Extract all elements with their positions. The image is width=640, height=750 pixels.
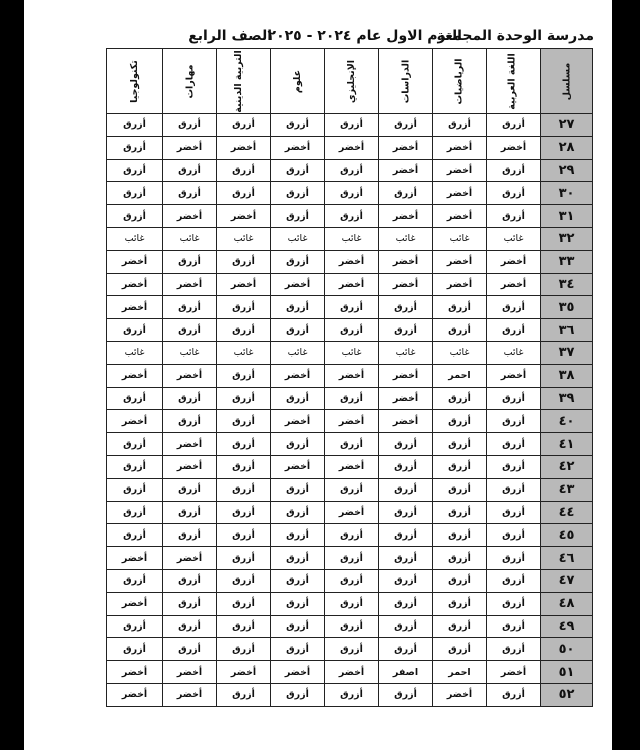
grade-cell: أزرق bbox=[217, 319, 271, 342]
column-header-label: الدراسات bbox=[400, 59, 411, 103]
grade-cell: أزرق bbox=[163, 524, 217, 547]
grade-cell: أزرق bbox=[433, 319, 487, 342]
grade-cell: أزرق bbox=[271, 433, 325, 456]
grade-cell: أزرق bbox=[325, 592, 379, 615]
grade-cell: أزرق bbox=[217, 592, 271, 615]
grade-cell: غائب bbox=[487, 341, 541, 364]
grade-cell: أزرق bbox=[433, 569, 487, 592]
grade-cell: أخضر bbox=[379, 410, 433, 433]
grade-cell: أزرق bbox=[163, 319, 217, 342]
grade-cell: أزرق bbox=[325, 524, 379, 547]
grade-cell: أزرق bbox=[163, 250, 217, 273]
grade-cell: أزرق bbox=[325, 433, 379, 456]
grade-cell: أزرق bbox=[487, 638, 541, 661]
column-header-label: علوم bbox=[291, 69, 303, 93]
grade-cell: أخضر bbox=[379, 387, 433, 410]
grade-cell: أخضر bbox=[107, 592, 163, 615]
grade-cell: أزرق bbox=[271, 319, 325, 342]
grade-cell: أزرق bbox=[217, 615, 271, 638]
grade-cell: أزرق bbox=[487, 319, 541, 342]
grade-cell: أزرق bbox=[107, 136, 163, 159]
grade-cell: أخضر bbox=[163, 136, 217, 159]
grade-cell: غائب bbox=[163, 227, 217, 250]
grade-cell: أخضر bbox=[107, 296, 163, 319]
column-header-label: الرياضيات bbox=[453, 57, 465, 105]
grade-cell: أخضر bbox=[487, 250, 541, 273]
grade-cell: أخضر bbox=[325, 250, 379, 273]
grade-cell: أزرق bbox=[487, 615, 541, 638]
grade-cell: أزرق bbox=[325, 205, 379, 228]
table-row bbox=[107, 159, 593, 182]
grade-cell: أزرق bbox=[107, 638, 163, 661]
grade-cell: اصفر bbox=[379, 661, 433, 684]
grade-cell: أزرق bbox=[271, 478, 325, 501]
grade-cell: أزرق bbox=[217, 569, 271, 592]
grade-cell: غائب bbox=[217, 227, 271, 250]
grade-cell: أزرق bbox=[217, 364, 271, 387]
column-header-label: الإنجليزي bbox=[346, 59, 357, 103]
table-row bbox=[107, 319, 593, 342]
grade-cell: أخضر bbox=[271, 136, 325, 159]
grade-cell: أخضر bbox=[217, 205, 271, 228]
grade-cell: أزرق bbox=[217, 159, 271, 182]
grade-cell: أزرق bbox=[433, 638, 487, 661]
serial-cell: ٢٩ bbox=[541, 159, 593, 182]
grade-cell: أخضر bbox=[271, 455, 325, 478]
grade-cell: غائب bbox=[325, 227, 379, 250]
grade-cell: أزرق bbox=[487, 205, 541, 228]
serial-cell: ٣٠ bbox=[541, 182, 593, 205]
serial-cell: ٥١ bbox=[541, 661, 593, 684]
grade-cell: أزرق bbox=[325, 683, 379, 706]
table-row bbox=[107, 547, 593, 570]
grade-cell: أزرق bbox=[379, 683, 433, 706]
grade-cell: أزرق bbox=[107, 114, 163, 137]
grade-cell: غائب bbox=[271, 341, 325, 364]
grade-cell: أخضر bbox=[107, 273, 163, 296]
grade-cell: أخضر bbox=[163, 433, 217, 456]
column-header-label: التربية الدينية bbox=[233, 49, 245, 113]
grade-cell: أزرق bbox=[379, 455, 433, 478]
grade-cell: أزرق bbox=[163, 501, 217, 524]
grade-cell: أزرق bbox=[163, 615, 217, 638]
grade-cell: غائب bbox=[433, 227, 487, 250]
table-row bbox=[107, 683, 593, 706]
grade-cell: أخضر bbox=[433, 182, 487, 205]
grade-cell: أزرق bbox=[433, 296, 487, 319]
grade-cell: أزرق bbox=[217, 114, 271, 137]
table-row bbox=[107, 455, 593, 478]
table-row bbox=[107, 296, 593, 319]
grade-cell: أخضر bbox=[487, 661, 541, 684]
serial-cell: ٤٥ bbox=[541, 524, 593, 547]
grade-cell: أزرق bbox=[325, 296, 379, 319]
grade-cell: أزرق bbox=[271, 524, 325, 547]
grade-cell: أزرق bbox=[487, 114, 541, 137]
grade-cell: أخضر bbox=[217, 273, 271, 296]
grade-cell: أزرق bbox=[487, 182, 541, 205]
column-header-label: مسلسل bbox=[560, 62, 572, 100]
grade-cell: أزرق bbox=[271, 501, 325, 524]
grade-cell: أزرق bbox=[379, 114, 433, 137]
grade-cell: أخضر bbox=[433, 136, 487, 159]
serial-cell: ٣٤ bbox=[541, 273, 593, 296]
grade-cell: أزرق bbox=[487, 433, 541, 456]
grade-cell: أزرق bbox=[217, 501, 271, 524]
grade-cell: أزرق bbox=[433, 433, 487, 456]
grade-cell: أزرق bbox=[271, 569, 325, 592]
grade-cell: أزرق bbox=[107, 387, 163, 410]
grade-cell: أزرق bbox=[487, 296, 541, 319]
grade-cell: أزرق bbox=[217, 250, 271, 273]
grade-cell: أخضر bbox=[271, 661, 325, 684]
grade-cell: أخضر bbox=[271, 410, 325, 433]
grade-cell: أزرق bbox=[487, 478, 541, 501]
school-name: مدرسة الوحدة المجمعة bbox=[436, 28, 594, 44]
column-header bbox=[271, 49, 325, 114]
grade-cell: أخضر bbox=[379, 205, 433, 228]
grade-cell: أزرق bbox=[433, 478, 487, 501]
grade-cell: أخضر bbox=[379, 273, 433, 296]
table-row bbox=[107, 364, 593, 387]
grade-cell: أخضر bbox=[107, 250, 163, 273]
grade-cell: أخضر bbox=[163, 455, 217, 478]
grade-cell: غائب bbox=[325, 341, 379, 364]
grade-cell: أزرق bbox=[163, 638, 217, 661]
grade-cell: أخضر bbox=[325, 410, 379, 433]
grade-cell: أخضر bbox=[325, 273, 379, 296]
grade-cell: أزرق bbox=[107, 319, 163, 342]
grade-cell: أزرق bbox=[487, 501, 541, 524]
grade-cell: أزرق bbox=[271, 683, 325, 706]
grade-cell: أزرق bbox=[433, 387, 487, 410]
table-row bbox=[107, 182, 593, 205]
serial-cell: ٣٣ bbox=[541, 250, 593, 273]
grade-cell: أزرق bbox=[271, 159, 325, 182]
grade-cell: غائب bbox=[163, 341, 217, 364]
grade-cell: أزرق bbox=[217, 433, 271, 456]
grade-cell: أزرق bbox=[217, 455, 271, 478]
grade-cell: أزرق bbox=[107, 433, 163, 456]
grade-cell: أخضر bbox=[107, 364, 163, 387]
grade-cell: أزرق bbox=[271, 638, 325, 661]
table-row bbox=[107, 341, 593, 364]
grade-cell: أزرق bbox=[217, 410, 271, 433]
grade-cell: أخضر bbox=[163, 683, 217, 706]
grade-cell: غائب bbox=[217, 341, 271, 364]
grade-cell: أزرق bbox=[217, 683, 271, 706]
grade-label: الصف الرابع bbox=[188, 28, 272, 44]
serial-cell: ٤٧ bbox=[541, 569, 593, 592]
grade-cell: أزرق bbox=[217, 547, 271, 570]
grade-cell: أزرق bbox=[379, 638, 433, 661]
table-row bbox=[107, 227, 593, 250]
grade-cell: أزرق bbox=[325, 114, 379, 137]
grade-cell: أزرق bbox=[271, 250, 325, 273]
grade-cell: أزرق bbox=[107, 615, 163, 638]
grade-cell: أزرق bbox=[325, 159, 379, 182]
grade-cell: أزرق bbox=[379, 433, 433, 456]
grade-cell: أزرق bbox=[271, 205, 325, 228]
grade-cell: أزرق bbox=[487, 547, 541, 570]
grade-cell: أزرق bbox=[107, 569, 163, 592]
grade-cell: أخضر bbox=[325, 501, 379, 524]
grade-cell: أزرق bbox=[217, 296, 271, 319]
grade-cell: أخضر bbox=[487, 136, 541, 159]
grade-cell: أزرق bbox=[217, 478, 271, 501]
grade-cell: أخضر bbox=[325, 455, 379, 478]
grade-cell: غائب bbox=[107, 341, 163, 364]
table-row bbox=[107, 136, 593, 159]
grade-cell: أخضر bbox=[163, 273, 217, 296]
table-row bbox=[107, 410, 593, 433]
grade-cell: أخضر bbox=[379, 364, 433, 387]
table-row bbox=[107, 387, 593, 410]
table-row bbox=[107, 205, 593, 228]
grade-cell: أزرق bbox=[487, 569, 541, 592]
serial-cell: ٤٩ bbox=[541, 615, 593, 638]
grade-cell: أخضر bbox=[433, 205, 487, 228]
grade-cell: أخضر bbox=[433, 683, 487, 706]
grade-cell: أخضر bbox=[487, 364, 541, 387]
grade-cell: أزرق bbox=[325, 638, 379, 661]
grade-cell: احمر bbox=[433, 364, 487, 387]
document-heading bbox=[174, 28, 594, 48]
grade-cell: أزرق bbox=[163, 478, 217, 501]
grade-cell: احمر bbox=[433, 661, 487, 684]
grade-cell: أخضر bbox=[107, 547, 163, 570]
grade-cell: أزرق bbox=[217, 638, 271, 661]
grade-cell: أزرق bbox=[325, 182, 379, 205]
grade-cell: أزرق bbox=[487, 387, 541, 410]
grade-cell: أزرق bbox=[379, 547, 433, 570]
serial-cell: ٢٧ bbox=[541, 114, 593, 137]
grade-cell: غائب bbox=[487, 227, 541, 250]
grade-cell: أخضر bbox=[217, 661, 271, 684]
grade-cell: أزرق bbox=[379, 569, 433, 592]
grade-cell: أزرق bbox=[271, 547, 325, 570]
grade-cell: أزرق bbox=[325, 547, 379, 570]
grade-cell: أزرق bbox=[325, 569, 379, 592]
grade-cell: أزرق bbox=[379, 592, 433, 615]
grade-cell: أزرق bbox=[487, 159, 541, 182]
serial-cell: ٣٩ bbox=[541, 387, 593, 410]
grade-cell: أزرق bbox=[163, 159, 217, 182]
grade-cell: أزرق bbox=[107, 478, 163, 501]
serial-cell: ٤٤ bbox=[541, 501, 593, 524]
grade-cell: أزرق bbox=[325, 478, 379, 501]
grade-cell: غائب bbox=[107, 227, 163, 250]
serial-cell: ٣٥ bbox=[541, 296, 593, 319]
grade-cell: غائب bbox=[433, 341, 487, 364]
table-row bbox=[107, 524, 593, 547]
grade-cell: أزرق bbox=[379, 478, 433, 501]
grade-cell: غائب bbox=[379, 341, 433, 364]
grade-cell: أزرق bbox=[217, 524, 271, 547]
grade-cell: أزرق bbox=[325, 319, 379, 342]
table-row bbox=[107, 478, 593, 501]
table-row bbox=[107, 615, 593, 638]
grade-cell: أزرق bbox=[271, 114, 325, 137]
column-header-label: مهارات bbox=[184, 64, 195, 98]
table-row bbox=[107, 273, 593, 296]
column-header bbox=[487, 49, 541, 114]
grade-cell: غائب bbox=[271, 227, 325, 250]
serial-cell: ٤١ bbox=[541, 433, 593, 456]
grade-cell: أخضر bbox=[433, 273, 487, 296]
table-row bbox=[107, 569, 593, 592]
grade-cell: أخضر bbox=[487, 273, 541, 296]
grade-cell: أزرق bbox=[433, 410, 487, 433]
grade-cell: أزرق bbox=[379, 182, 433, 205]
grade-cell: أزرق bbox=[487, 455, 541, 478]
grade-cell: أخضر bbox=[107, 661, 163, 684]
column-header bbox=[107, 49, 163, 114]
grade-cell: أزرق bbox=[163, 387, 217, 410]
serial-cell: ٣٦ bbox=[541, 319, 593, 342]
grade-cell: أخضر bbox=[271, 273, 325, 296]
column-header-label: تكنولوجيا bbox=[129, 59, 140, 103]
table-body bbox=[107, 114, 593, 707]
column-header bbox=[433, 49, 487, 114]
table-row bbox=[107, 433, 593, 456]
grade-cell: أخضر bbox=[433, 159, 487, 182]
grade-cell: أزرق bbox=[487, 524, 541, 547]
serial-cell: ٥٠ bbox=[541, 638, 593, 661]
grades-table bbox=[106, 48, 593, 707]
grade-cell: أزرق bbox=[163, 114, 217, 137]
column-header bbox=[379, 49, 433, 114]
grade-cell: أزرق bbox=[433, 501, 487, 524]
grade-cell: أزرق bbox=[107, 501, 163, 524]
grade-cell: أخضر bbox=[107, 410, 163, 433]
grade-cell: أزرق bbox=[487, 410, 541, 433]
grade-cell: أزرق bbox=[379, 296, 433, 319]
grade-cell: أزرق bbox=[271, 615, 325, 638]
table-row bbox=[107, 661, 593, 684]
grade-cell: أزرق bbox=[271, 387, 325, 410]
serial-cell: ٤٦ bbox=[541, 547, 593, 570]
grade-cell: أزرق bbox=[379, 524, 433, 547]
serial-cell: ٣٨ bbox=[541, 364, 593, 387]
grade-cell: أخضر bbox=[107, 683, 163, 706]
serial-cell: ٣١ bbox=[541, 205, 593, 228]
grade-cell: أزرق bbox=[433, 524, 487, 547]
serial-cell: ٣٧ bbox=[541, 341, 593, 364]
grade-cell: أخضر bbox=[379, 159, 433, 182]
grade-cell: أزرق bbox=[217, 387, 271, 410]
serial-cell: ٣٢ bbox=[541, 227, 593, 250]
grade-cell: أخضر bbox=[163, 364, 217, 387]
table-row bbox=[107, 250, 593, 273]
grade-cell: أخضر bbox=[325, 136, 379, 159]
table-row bbox=[107, 501, 593, 524]
document-page bbox=[24, 0, 612, 750]
serial-cell: ٤٨ bbox=[541, 592, 593, 615]
grade-cell: أخضر bbox=[379, 136, 433, 159]
grade-cell: أزرق bbox=[271, 592, 325, 615]
grade-cell: أزرق bbox=[487, 683, 541, 706]
table-row bbox=[107, 114, 593, 137]
grade-cell: أزرق bbox=[107, 455, 163, 478]
grade-cell: أخضر bbox=[163, 205, 217, 228]
grade-cell: أزرق bbox=[163, 569, 217, 592]
grade-cell: أخضر bbox=[379, 250, 433, 273]
grade-cell: أزرق bbox=[433, 592, 487, 615]
grade-cell: أزرق bbox=[325, 387, 379, 410]
grade-cell: أزرق bbox=[107, 182, 163, 205]
table-header-row bbox=[107, 49, 593, 114]
table-row bbox=[107, 638, 593, 661]
grade-cell: أخضر bbox=[217, 136, 271, 159]
grade-cell: أخضر bbox=[163, 661, 217, 684]
grade-cell: أزرق bbox=[379, 615, 433, 638]
grade-cell: أزرق bbox=[163, 410, 217, 433]
grade-cell: أزرق bbox=[433, 114, 487, 137]
column-header bbox=[541, 49, 593, 114]
grade-cell: أزرق bbox=[217, 182, 271, 205]
grade-cell: أخضر bbox=[433, 250, 487, 273]
column-header-label: اللغة العربية bbox=[506, 52, 518, 110]
grade-cell: أزرق bbox=[379, 319, 433, 342]
grade-cell: أخضر bbox=[271, 364, 325, 387]
grade-cell: أزرق bbox=[107, 159, 163, 182]
grade-cell: أزرق bbox=[163, 182, 217, 205]
grade-cell: أزرق bbox=[433, 615, 487, 638]
serial-cell: ٥٢ bbox=[541, 683, 593, 706]
grade-cell: أزرق bbox=[163, 296, 217, 319]
column-header bbox=[217, 49, 271, 114]
grade-cell: أزرق bbox=[379, 501, 433, 524]
grade-cell: أزرق bbox=[433, 455, 487, 478]
grade-cell: أخضر bbox=[163, 547, 217, 570]
grade-cell: أزرق bbox=[107, 524, 163, 547]
grade-cell: غائب bbox=[379, 227, 433, 250]
serial-cell: ٢٨ bbox=[541, 136, 593, 159]
column-header bbox=[163, 49, 217, 114]
grade-cell: أزرق bbox=[271, 182, 325, 205]
grade-cell: أزرق bbox=[325, 615, 379, 638]
grade-cell: أزرق bbox=[433, 547, 487, 570]
table-row bbox=[107, 592, 593, 615]
serial-cell: ٤٣ bbox=[541, 478, 593, 501]
serial-cell: ٤٠ bbox=[541, 410, 593, 433]
grade-cell: أزرق bbox=[487, 592, 541, 615]
grade-cell: أزرق bbox=[271, 296, 325, 319]
grade-cell: أخضر bbox=[325, 364, 379, 387]
term-label: الترم الاول عام ٢٠٢٤ - ٢٠٢٥ bbox=[267, 28, 462, 44]
grade-cell: أزرق bbox=[163, 592, 217, 615]
grade-cell: أزرق bbox=[107, 205, 163, 228]
column-header bbox=[325, 49, 379, 114]
grade-cell: أخضر bbox=[325, 661, 379, 684]
serial-cell: ٤٢ bbox=[541, 455, 593, 478]
